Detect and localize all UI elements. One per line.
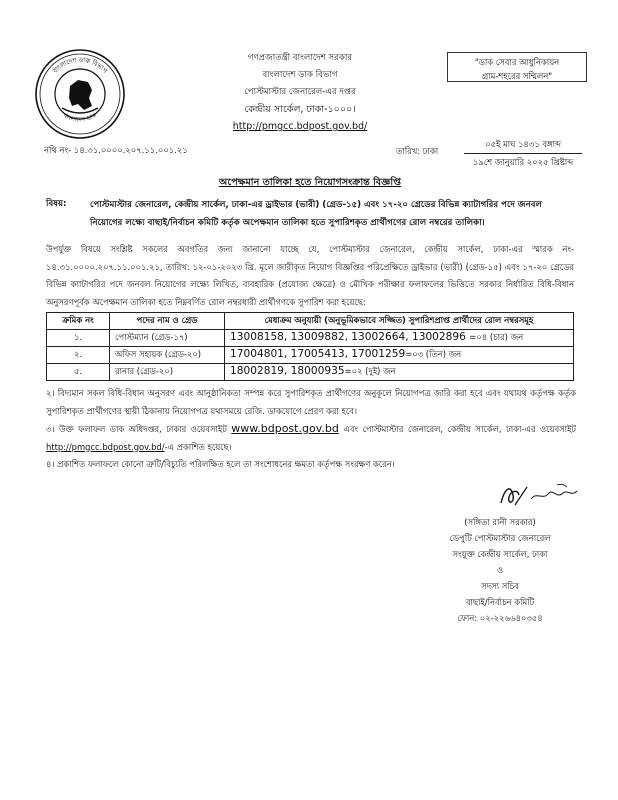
row-serial: ২. [47, 347, 110, 364]
row-rolls-cell [225, 347, 574, 364]
subject-text: পোস্টমাস্টার জেনারেল, কেন্দ্রীয় সার্কেল, ঢাকা-এর ড্রাইভার (ভারী) (গ্রেড-১৫) এবং ১৭-২০ গ্রেডের বিভিন্ন ক্যাটাগরির পদে জনবল নিয়োগের লক্ষ্যে বাছাই/নির্বাচন কমিটি কর্তৃক অপেক্ষমান তালিকা হতে সুপারিশকৃত প্রার্থীগণের রোল নম্বরের তালিকা। [90, 200, 542, 228]
row-count: =০২ (দুই) জন [344, 366, 396, 376]
signatory-and: ও [496, 565, 504, 575]
row-rolls: 17004801, 17005413, 17001259 [230, 348, 406, 360]
point-3-suffix: -এ প্রকাশিত হয়েছে। [164, 441, 232, 452]
row-rolls-cell [225, 364, 574, 381]
point-4: ৪। প্রকাশিত ফলাফলে কোনো ত্রুটি/বিচ্যুতি পরিলক্ষিত হলে তা সংশোধনের ক্ষমতা কর্তৃপক্ষ সংরক্ষণ করেন। [46, 459, 395, 469]
col-post-header: পদের নাম ও গ্রেড [110, 313, 225, 330]
memo-number: নথি নং- ১৪.৩১.০০০০.২০৭.১১.০০১.২১ [44, 145, 188, 155]
header-line-3: পোস্টমাস্টার জেনারেল-এর দপ্তর [244, 87, 356, 97]
recommended-roll-table [46, 312, 574, 381]
seal-top-text: বাংলাদেশ ডাক বিভাগ [51, 55, 109, 75]
bdpost-website-link[interactable]: www.bdpost.gov.bd [231, 422, 339, 435]
date-english: ১৯শে জানুয়ারি ২০২৫ খ্রিষ্টাব্দ [472, 157, 574, 167]
date-bangla: ০৫ই মাঘ ১৪৩১ বঙ্গাব্দ [464, 136, 582, 154]
svg-text:বাংলাদেশ ডাক বিভাগ [50, 56, 109, 76]
signatory-office: সংযুক্ত কেন্দ্রীয় সার্কেল, ঢাকা [452, 549, 548, 559]
motto-box [447, 52, 587, 82]
row-rolls-cell [225, 330, 574, 347]
signature-block [400, 514, 600, 626]
handwritten-signature [497, 481, 587, 511]
office-header [180, 50, 420, 135]
signatory-role: সদস্য সচিব [481, 581, 519, 591]
header-line-2: বাংলাদেশ ডাক বিভাগ [262, 70, 338, 80]
notice-points [46, 385, 576, 474]
pmgcc-website-link[interactable]: http://pmgcc.bdpost.gov.bd/ [46, 441, 165, 452]
signatory-committee: বাছাই/নির্বাচন কমিটি [465, 597, 535, 607]
body-paragraph: উপর্যুক্ত বিষয়ে সংশ্লিষ্ট সকলের অবগতির জন্য জানানো যাচ্ছে যে, পোস্টমাস্টার জেনারেল, কেন্দ্রীয় সার্কেল, ঢাকা-এর স্মারক নং- ১৪.৩১.০০০০.২০৭.১১.০০১.২১, তারিখ: ১২-০১-২০২৩ খ্রি. মূলে জারীকৃত নিয়োগ বিজ্ঞপ্তির পরিপ্রেক্ষিতে ড্রাইভার (ভারী) (গ্রেড-১৫) এবং ১৭-২০ গ্রেডের বিভিন্ন ক্যাটাগরির পদে জনবল নিয়োগের লক্ষ্যে লিখিত, ব্যবহারিক (প্রযোজ্য ক্ষেত্রে) ও মৌখিক পরীক্ষার ফলাফলের ভিত্তিতে সরকার নির্ধারিত বিধি-বিধান অনুসরণপূর্বক অপেক্ষমান তালিকা হতে নিম্নবর্ণিত রোল নম্বরধারী প্রার্থীগণকে সুপারিশ করা হয়েছে: [46, 244, 574, 307]
row-rolls: 18002819, 18000935 [230, 365, 345, 377]
row-post: রানার (গ্রেড-২০) [110, 364, 225, 381]
signatory-designation: ডেপুটি পোস্টমাস্টার জেনারেল [449, 533, 551, 543]
signatory-name: (সঙ্গিতা রানী সরকার) [464, 517, 536, 527]
subject-label: বিষয়: [46, 199, 67, 209]
row-count: =০৪ (চার) জন [469, 332, 524, 342]
row-rolls: 13008158, 13009882, 13002664, 13002896 [230, 331, 466, 343]
point-3 [46, 420, 576, 456]
row-serial: ৫. [47, 364, 110, 381]
point-3-prefix: ৩। উক্ত ফলাফল ডাক অধিদপ্তর, ঢাকার ওয়েবসাইট [46, 424, 227, 434]
row-post: পোস্টম্যান (গ্রেড-১৭) [110, 330, 225, 347]
header-line-4: কেন্দ্রীয় সার্কেল, ঢাকা-১০০০। [244, 104, 356, 115]
signatory-phone: ফোন: ০২-২২৬৬৪০৩৫৪ [457, 613, 543, 623]
table-row [47, 330, 574, 347]
motto-line-1: "ডাক সেবার আধুনিকায়ন [474, 57, 560, 67]
col-serial-header: ক্রমিক নং [47, 313, 110, 330]
row-count: =০৩ (তিন) জন [405, 349, 462, 359]
date-label: তারিখ: ঢাকা [396, 146, 439, 156]
bangladesh-post-seal-icon [34, 48, 126, 140]
point-2: ২। বিদ্যমান সকল বিধি-বিধান অনুসরণ এবং আনুষ্ঠানিকতা সম্পন্ন করে সুপারিশকৃত প্রার্থীগণের অনুকূলে নিয়োগপত্র জারি করা হবে এবং যথাযথ কর্তৃপক্ষ কর্তৃক সুপারিশকৃত প্রার্থীগণের স্থায়ী ঠিকানায় নিয়োগপত্র যথাসময়ে রেজি. ডাকযোগে প্রেরণ করা হবে। [46, 388, 576, 416]
notice-title: অপেক্ষমান তালিকা হতে নিয়োগসংক্রান্ত বিজ্ঞপ্তি [219, 177, 401, 188]
point-3-middle: এবং পোস্টমাস্টার জেনারেল, কেন্দ্রীয় সার্কেল, ঢাকা-এর ওয়েবসাইট [343, 424, 576, 434]
seal-bottom-text: বাংলাদেশ ডাক [62, 111, 98, 124]
table-row [47, 347, 574, 364]
table-row [47, 364, 574, 381]
header-line-1: গণপ্রজাতন্ত্রী বাংলাদেশ সরকার [247, 53, 353, 63]
row-post: অফিস সহায়ক (গ্রেড-২০) [110, 347, 225, 364]
table-header-row [47, 313, 574, 330]
header-website-link[interactable]: http://pmgcc.bdpost.gov.bd/ [232, 121, 368, 132]
date-block [464, 136, 582, 171]
col-rolls-header: মেধাক্রম অনুযায়ী (অনুভূমিকভাবে সজ্জিত) সুপারিশপ্রাপ্ত প্রার্থীদের রোল নম্বরসমূহ [225, 313, 574, 330]
motto-line-2: গ্রাম-শহরের সম্মিলন" [481, 71, 553, 81]
row-serial: ১. [47, 330, 110, 347]
